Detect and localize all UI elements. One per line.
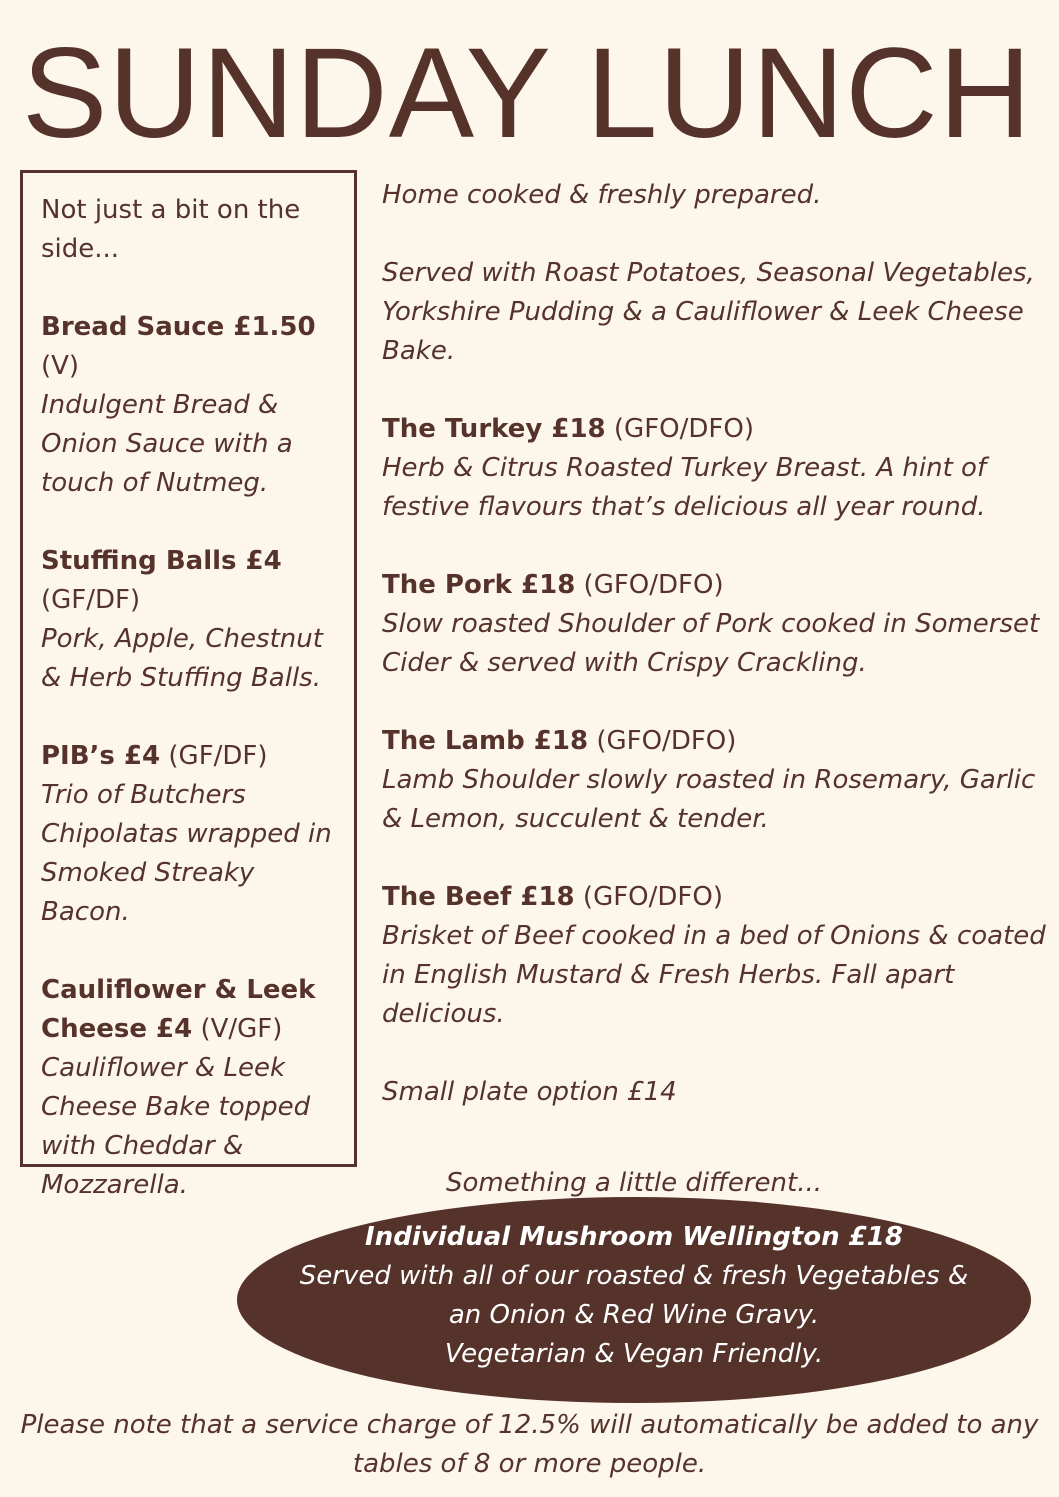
side-item-description: Indulgent Bread & Onion Sauce with a touch of Nutmeg. (41, 390, 293, 498)
dish-tags: (GFO/DFO) (588, 726, 737, 756)
special-lead: Something a little different... (445, 1168, 823, 1198)
small-plate-option: Small plate option £14 (382, 1077, 677, 1107)
side-item-name-price: Cauliflower & Leek Cheese £4 (41, 975, 316, 1044)
special-name-price: Individual Mushroom Wellington £18 (365, 1222, 903, 1252)
side-item-name-price: Stuffing Balls £4 (41, 546, 282, 576)
dish-tags: (GFO/DFO) (605, 414, 754, 444)
side-item-description: Pork, Apple, Chestnut & Herb Stuffing Balls. (41, 624, 323, 693)
dish-beef (382, 878, 1047, 1034)
dish-tags: (GFO/DFO) (575, 570, 724, 600)
dish-name-price: The Turkey £18 (382, 414, 606, 444)
special-description-line: Served with all of our roasted & fresh Vegetables & (299, 1261, 969, 1291)
sides-intro: Not just a bit on the side... (41, 195, 301, 264)
main-menu (382, 176, 1047, 1112)
side-item-name-price: PIB’s £4 (41, 741, 161, 771)
special-description-line: an Onion & Red Wine Gravy. (448, 1300, 820, 1330)
side-item-tags: (V/GF) (192, 1014, 283, 1044)
side-item-description: Trio of Butchers Chipolatas wrapped in Smoked Streaky Bacon. (41, 780, 332, 927)
dish-name-price: The Beef £18 (382, 882, 575, 912)
served-with: Served with Roast Potatoes, Seasonal Vegetables, Yorkshire Pudding & a Cauliflower & Leek Cheese Bake. (382, 258, 1035, 366)
page-title: SUNDAY LUNCH (22, 22, 1033, 165)
dish-description: Slow roasted Shoulder of Pork cooked in Somerset Cider & served with Crispy Crackling. (382, 609, 1040, 678)
side-item-bread-sauce (41, 308, 344, 503)
dish-turkey (382, 410, 1047, 527)
dish-tags: (GFO/DFO) (574, 882, 723, 912)
side-item-tags: (GF/DF) (41, 585, 141, 615)
special-dietary-note: Vegetarian & Vegan Friendly. (444, 1339, 824, 1369)
main-intro: Home cooked & freshly prepared. (382, 180, 822, 210)
side-item-stuffing-balls (41, 542, 344, 698)
dish-pork (382, 566, 1047, 683)
service-charge-note: Please note that a service charge of 12.5% will automatically be added to any tables of 8 or more people. (20, 1410, 1039, 1479)
dish-name-price: The Pork £18 (382, 570, 576, 600)
dish-description: Brisket of Beef cooked in a bed of Onions & coated in English Mustard & Fresh Herbs. Fall apart delicious. (382, 921, 1046, 1029)
special-dish (237, 1164, 1031, 1374)
side-item-tags: (V) (41, 351, 80, 381)
side-item-pibs (41, 737, 344, 932)
sides-panel (20, 170, 357, 1200)
dish-name-price: The Lamb £18 (382, 726, 589, 756)
side-item-description: Cauliflower & Leek Cheese Bake topped with Cheddar & Mozzarella. (41, 1053, 311, 1200)
side-item-tags: (GF/DF) (160, 741, 268, 771)
dish-description: Lamb Shoulder slowly roasted in Rosemary, Garlic & Lemon, succulent & tender. (382, 765, 1036, 834)
dish-lamb (382, 722, 1047, 839)
side-item-name-price: Bread Sauce £1.50 (41, 312, 316, 342)
dish-description: Herb & Citrus Roasted Turkey Breast. A hint of festive flavours that’s delicious all year round. (382, 453, 987, 522)
